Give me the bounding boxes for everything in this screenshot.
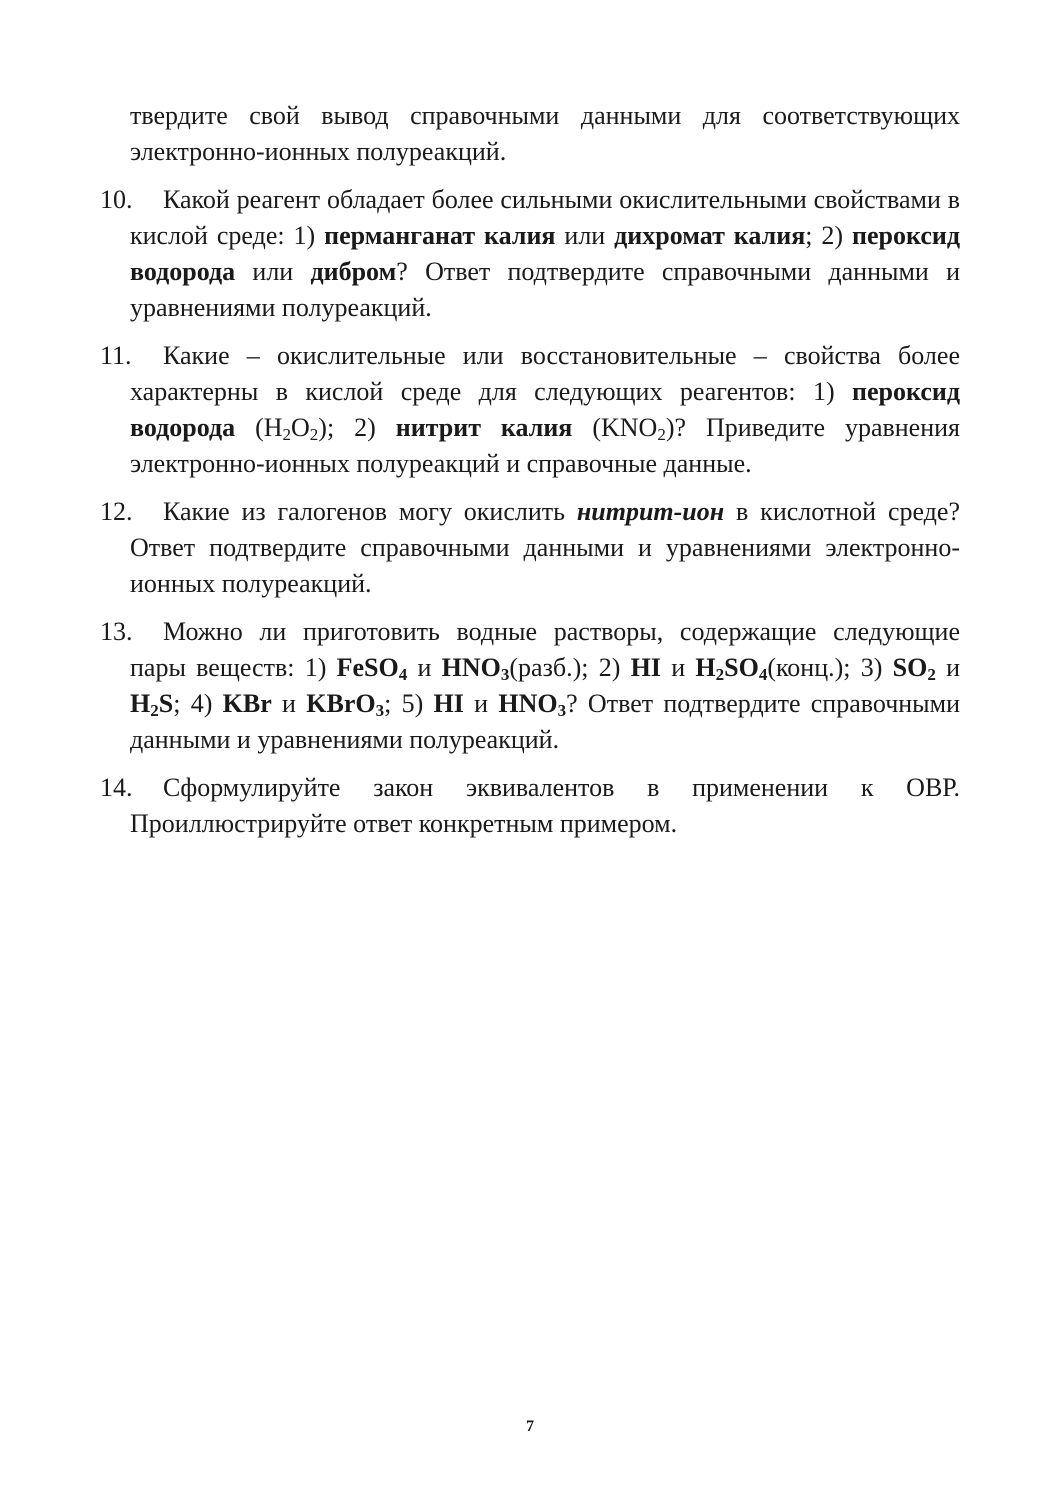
formula-h2s (130, 689, 173, 718)
formula-subscript: 4 (398, 665, 408, 684)
formula-kbr: KBr (222, 689, 272, 718)
emphasized-term: нитрит-ион (576, 497, 725, 526)
formula-text: S (158, 689, 174, 718)
question-number: 10. (100, 185, 133, 214)
formula-feso4 (337, 653, 408, 682)
question-text: ; 2) (805, 221, 852, 250)
formula-text: HNO (441, 653, 501, 682)
formula-text: O (291, 413, 310, 442)
question-text: и (463, 689, 499, 718)
formula-subscript: 4 (758, 665, 768, 684)
question-text: (разб.); 2) (509, 653, 631, 682)
question-text: ); 2) (318, 413, 396, 442)
formula-text: FeSO (336, 653, 399, 682)
reagent-term: пероксид водорода (130, 377, 960, 442)
reagent-term: нитрит калия (395, 413, 573, 442)
reagent-term: перманганат калия (324, 221, 556, 250)
page-number: 7 (526, 1418, 534, 1435)
question-text: ? Ответ подтвердите справочными данными и уравнениями полуреакций. (130, 257, 960, 322)
formula-subscript: 2 (150, 701, 159, 720)
formula-text: SO (892, 653, 928, 682)
question-text: ; 4) (173, 689, 223, 718)
formula-hi: HI (433, 689, 464, 718)
question-text: или (235, 257, 311, 286)
formula-so2 (893, 653, 936, 682)
question-text: и (271, 689, 307, 718)
formula-text: H (130, 689, 151, 718)
question-text: и (935, 653, 961, 682)
question-text: ; 5) (384, 689, 434, 718)
formula-subscript: 3 (557, 701, 567, 720)
question-14 (100, 770, 960, 842)
question-text: (конц.); 3) (767, 653, 893, 682)
formula-text: HNO (498, 689, 558, 718)
question-text: )? Приведите уравнения электронно-ионных полуреакций и справочные данные. (130, 413, 960, 478)
formula-hi: HI (630, 653, 661, 682)
formula-h2so4 (695, 653, 767, 682)
continuation-paragraph (100, 98, 960, 170)
question-text: Можно ли приготовить водные растворы, содержащие следующие пары веществ: 1) (130, 617, 960, 682)
question-text: ? Ответ подтвердите справочными данными и уравнениями полуреакций. (130, 689, 961, 754)
question-10 (100, 182, 960, 326)
continuation-text: твердите свой вывод справочными данными для соответствующих электронно-ионных полуреакций. (130, 101, 960, 166)
question-text: Какие из галогенов могу окислить (163, 497, 577, 526)
formula-text: (KNO (572, 413, 658, 442)
question-11 (100, 338, 960, 482)
formula-text: KBrO (306, 689, 376, 718)
formula-text: H (695, 653, 716, 682)
formula-subscript: 3 (375, 701, 385, 720)
question-text: или (555, 221, 615, 250)
page-content (100, 98, 960, 854)
question-text: в кислотной среде? Ответ подтвердите справочными данными и уравнениями электронно-ионных полуреакций. (130, 497, 960, 598)
question-text: и (660, 653, 696, 682)
question-number: 14. (100, 773, 133, 802)
reagent-term: дихромат калия (614, 221, 806, 250)
reagent-term: дибром (310, 257, 397, 286)
formula-subscript: 3 (500, 665, 510, 684)
formula-subscript: 2 (927, 665, 936, 684)
formula-hno3 (498, 689, 566, 718)
question-number: 11. (100, 341, 132, 370)
question-12 (100, 494, 960, 602)
formula-subscript: 2 (309, 425, 319, 444)
question-text: и (407, 653, 442, 682)
question-text: Какие – окислительные или восстановительные – свойства более характерны в кислой среде для следующих реагентов: 1) (130, 341, 960, 406)
reagent-term: пероксид водорода (130, 221, 960, 286)
question-text: Какой реагент обладает более сильными окислительными свойствами в кислой среде: 1) (130, 185, 960, 250)
formula-subscript: 2 (715, 665, 725, 684)
formula-subscript: 2 (657, 425, 666, 444)
formula-text: SO (724, 653, 759, 682)
question-13 (100, 614, 960, 758)
formula-text: (H (235, 413, 283, 442)
formula-hno3 (442, 653, 510, 682)
question-number: 13. (100, 617, 133, 646)
formula-kbro3 (306, 689, 384, 718)
formula-subscript: 2 (282, 425, 292, 444)
question-number: 12. (100, 497, 133, 526)
question-text: Сформулируйте закон эквивалентов в применении к ОВР. Проиллюстрируйте ответ конкретным примером. (130, 773, 960, 838)
